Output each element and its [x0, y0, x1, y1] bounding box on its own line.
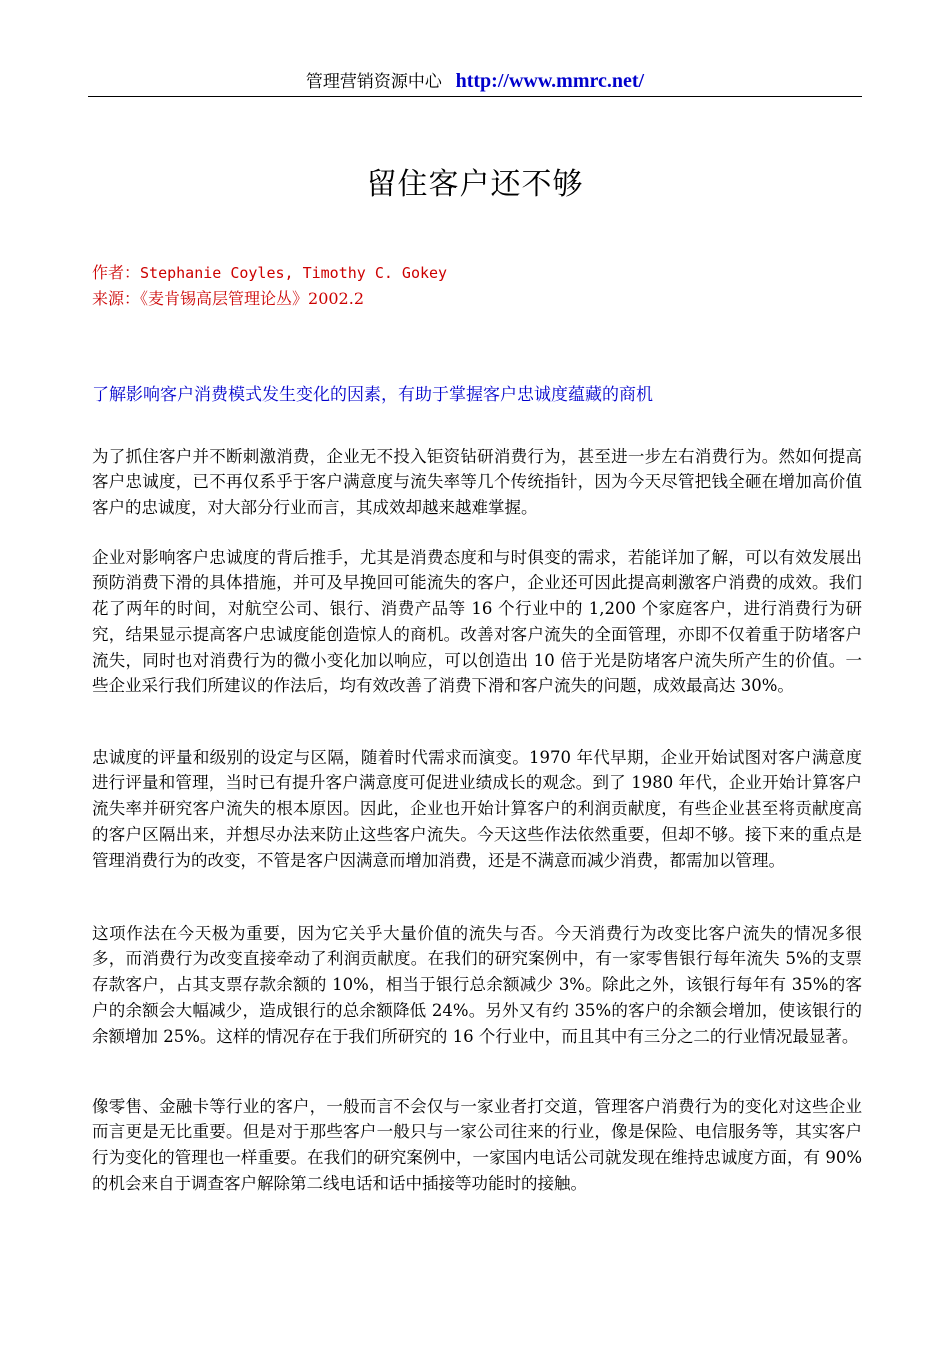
body-paragraph-3: 忠诚度的评量和级别的设定与区隔，随着时代需求而演变。1970 年代早期，企业开始试图对客户满意度进行评量和管理，当时已有提升客户满意度可促进业绩成长的观念。到了 1980 年代，企业开始计算客户流失率并研究客户流失的根本原因。因此，企业也开始计算客户的利润贡献度，有些企业甚至将贡献度高的客户区隔出来，并想尽办法来防止这些客户流失。今天这些作法依然重要，但却不够。接下来的重点是管理消费行为的改变，不管是客户因满意而增加消费，还是不满意而减少消费，都需加以管理。 — [92, 747, 862, 870]
body-paragraph-2: 企业对影响客户忠诚度的背后推手，尤其是消费态度和与时俱变的需求，若能详加了解，可以有效发展出预防消费下滑的具体措施，并可及早挽回可能流失的客户，企业还可因此提高刺激客户消费的成效。我们花了两年的时间，对航空公司、银行、消费产品等 16 个行业中的 1,200 个家庭客户，进行消费行为研究，结果显示提高客户忠诚度能创造惊人的商机。改善对客户流失的全面管理，亦即不仅着重于防堵客户流失，同时也对消费行为的微小变化加以响应，可以创造出 10 倍于光是防堵客户流失所产生的价值。一些企业采行我们所建议的作法后，均有效改善了消费下滑和客户流失的问题，成效最高达 30%。 — [92, 547, 862, 696]
header-url-link[interactable]: http://www.mmrc.net/ — [455, 70, 645, 92]
article-title: 留住客户还不够 — [366, 167, 584, 202]
body-paragraph-1: 为了抓住客户并不断刺激消费，企业无不投入钜资钻研消费行为，甚至进一步左右消费行为。然如何提高客户忠诚度，已不再仅系乎于客户满意度与流失率等几个传统指针，因为今天尽管把钱全砸在增加高价值客户的忠诚度，对大部分行业而言，其成效却越来越难掌握。 — [92, 446, 862, 518]
article-subtitle: 了解影响客户消费模式发生变化的因素，有助于掌握客户忠诚度蕴藏的商机 — [92, 385, 653, 405]
source-label: 来源： — [92, 289, 141, 308]
header-site-name: 管理营销资源中心 — [305, 72, 442, 92]
source-value: 《麦肯锡高层管理论丛》2002.2 — [140, 289, 365, 308]
article-meta — [92, 260, 447, 312]
header-divider — [88, 96, 862, 97]
page-header — [88, 68, 862, 95]
source-line — [92, 286, 447, 312]
author-label: 作者： — [92, 263, 141, 282]
body-paragraph-4: 这项作法在今天极为重要，因为它关乎大量价值的流失与否。今天消费行为改变比客户流失的情况多很多，而消费行为改变直接牵动了利润贡献度。在我们的研究案例中，有一家零售银行每年流失 5%的支票存款客户，占其支票存款余额的 10%，相当于银行总余额减少 3%。除此之外，该银行每年有 35%的客户的余额会大幅减少，造成银行的总余额降低 24%。另外又有约 35%的客户的余额会增加，使该银行的余额增加 25%。这样的情况存在于我们所研究的 16 个行业中，而且其中有三分之二的行业情况最显著。 — [92, 923, 862, 1046]
author-line — [92, 260, 447, 286]
author-names: Stephanie Coyles, Timothy C. Gokey — [140, 264, 448, 282]
body-paragraph-5: 像零售、金融卡等行业的客户，一般而言不会仅与一家业者打交道，管理客户消费行为的变化对这些企业而言更是无比重要。但是对于那些客户一般只与一家公司往来的行业，像是保险、电信服务等，其实客户行为变化的管理也一样重要。在我们的研究案例中，一家国内电话公司就发现在维持忠诚度方面，有 90%的机会来自于调查客户解除第二线电话和话中插接等功能时的接触。 — [92, 1096, 862, 1193]
